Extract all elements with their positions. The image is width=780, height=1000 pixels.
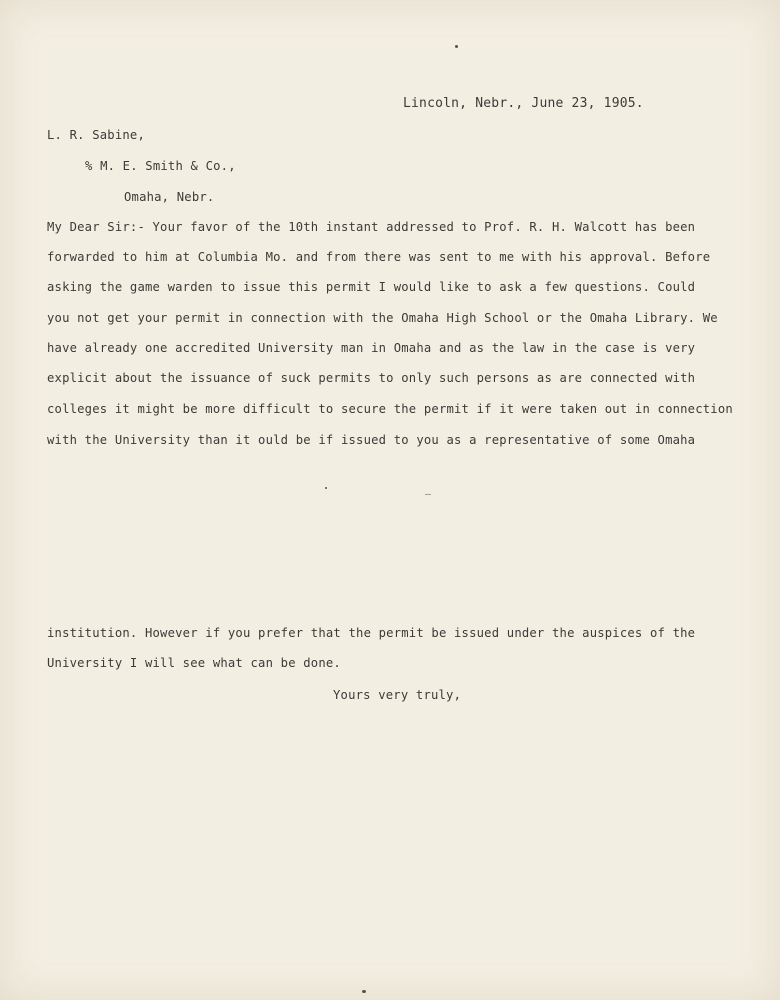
paper-speck: [455, 45, 458, 48]
body-line: have already one accredited University man in Omaha and as the law in the case is very: [47, 341, 696, 355]
recipient-city: Omaha, Nebr.: [124, 190, 215, 204]
body-line: colleges it might be more difficult to secure the permit if it were taken out in connection: [47, 402, 733, 416]
paper-speck: [425, 494, 431, 495]
body-line: explicit about the issuance of suck permits to only such persons as are connected with: [47, 371, 696, 385]
body-line: with the University than it ould be if issued to you as a representative of some Omaha: [47, 433, 696, 447]
recipient-name: L. R. Sabine,: [47, 128, 145, 142]
body-line: forwarded to him at Columbia Mo. and from there was sent to me with his approval. Before: [47, 250, 711, 264]
paper-speck: [362, 990, 366, 993]
body-line: you not get your permit in connection with the Omaha High School or the Omaha Library. We: [47, 311, 718, 325]
letter-date: Lincoln, Nebr., June 23, 1905.: [403, 96, 644, 111]
continuation-line: University I will see what can be done.: [47, 656, 341, 670]
continuation-line: institution. However if you prefer that the permit be issued under the auspices of the: [47, 626, 696, 640]
body-line: My Dear Sir:- Your favor of the 10th instant addressed to Prof. R. H. Walcott has been: [47, 220, 696, 234]
letter-closing: Yours very truly,: [333, 688, 462, 702]
paper-speck: [325, 487, 327, 489]
body-line: asking the game warden to issue this permit I would like to ask a few questions. Could: [47, 280, 696, 294]
recipient-care-of: % M. E. Smith & Co.,: [85, 159, 236, 173]
